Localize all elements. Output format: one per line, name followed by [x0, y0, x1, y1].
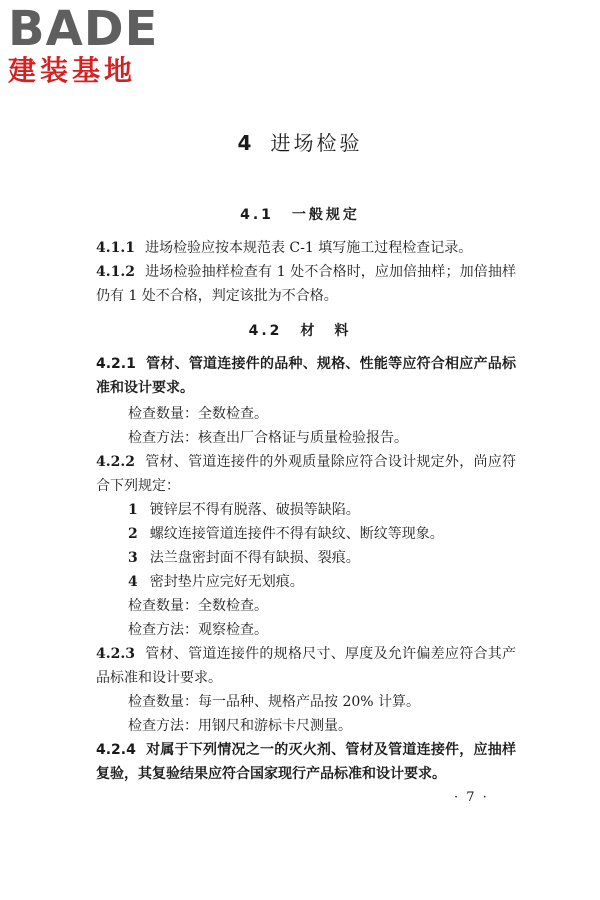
list-item: 1 镀锌层不得有脱落、破损等缺陷。: [128, 502, 360, 518]
chapter-number: 4: [237, 131, 255, 155]
check-method: 检查方法：核查出厂合格证与质量检验报告。: [128, 430, 408, 446]
clause-4-2-2: [96, 450, 516, 498]
logo-text-cn: 建装基地: [8, 54, 137, 87]
clause-text: 进场检验应按本规范表 C-1 填写施工过程检查记录。: [144, 240, 473, 256]
clause-number: 4.2.2: [96, 454, 135, 470]
list-item: 4 密封垫片应完好无划痕。: [128, 574, 304, 590]
clause-number: 4.1.1: [96, 240, 135, 256]
check-method: 检查方法：观察检查。: [128, 622, 268, 638]
chapter-title: [0, 127, 600, 156]
clause-text: 进场检验抽样检查有 1 处不合格时，应加倍抽样；加倍抽样仍有 1 处不合格，判定该批为不合格。: [96, 264, 516, 304]
check-quantity: 检查数量：全数检查。: [128, 598, 268, 614]
section-title-4-1: [0, 204, 600, 224]
section-title-text: 一般规定: [291, 207, 360, 223]
check-method: 检查方法：用钢尺和游标卡尺测量。: [128, 718, 352, 734]
list-item: 3 法兰盘密封面不得有缺损、裂痕。: [128, 550, 360, 566]
clause-number: 4.2.3: [96, 646, 135, 662]
clause-number: 4.2.1: [96, 356, 136, 372]
clause-text: 对属于下列情况之一的灭火剂、管材及管道连接件，应抽样复验，其复验结果应符合国家现行产品标准和设计要求。: [96, 742, 516, 782]
logo: [8, 1, 178, 92]
clause-4-1-1: [96, 236, 516, 260]
clause-4-2-3: [96, 642, 516, 690]
clause-text: 管材、管道连接件的品种、规格、性能等应符合相应产品标准和设计要求。: [96, 356, 516, 396]
section-title-text: 材 料: [300, 323, 352, 339]
check-quantity: 检查数量：每一品种、规格产品按 20% 计算。: [128, 694, 421, 710]
section-number: 4.2: [248, 323, 283, 339]
clause-4-2-1: [96, 352, 516, 400]
clause-text: 管材、管道连接件的规格尺寸、厚度及允许偏差应符合其产品标准和设计要求。: [96, 646, 516, 686]
logo-text-en: BADE: [8, 1, 159, 57]
check-quantity: 检查数量：全数检查。: [128, 406, 268, 422]
section-number: 4.1: [240, 207, 274, 223]
clause-number: 4.2.4: [96, 742, 136, 758]
chapter-title-text: 进场检验: [270, 131, 363, 155]
clause-4-1-2: [96, 260, 516, 308]
clause-4-2-4: [96, 738, 516, 786]
list-item: 2 螺纹连接管道连接件不得有缺纹、断纹等现象。: [128, 526, 444, 542]
page-number: · 7 ·: [454, 790, 489, 805]
clause-text: 管材、管道连接件的外观质量除应符合设计规定外，尚应符合下列规定：: [96, 454, 516, 494]
clause-number: 4.1.2: [96, 264, 135, 280]
section-title-4-2: [0, 320, 600, 340]
